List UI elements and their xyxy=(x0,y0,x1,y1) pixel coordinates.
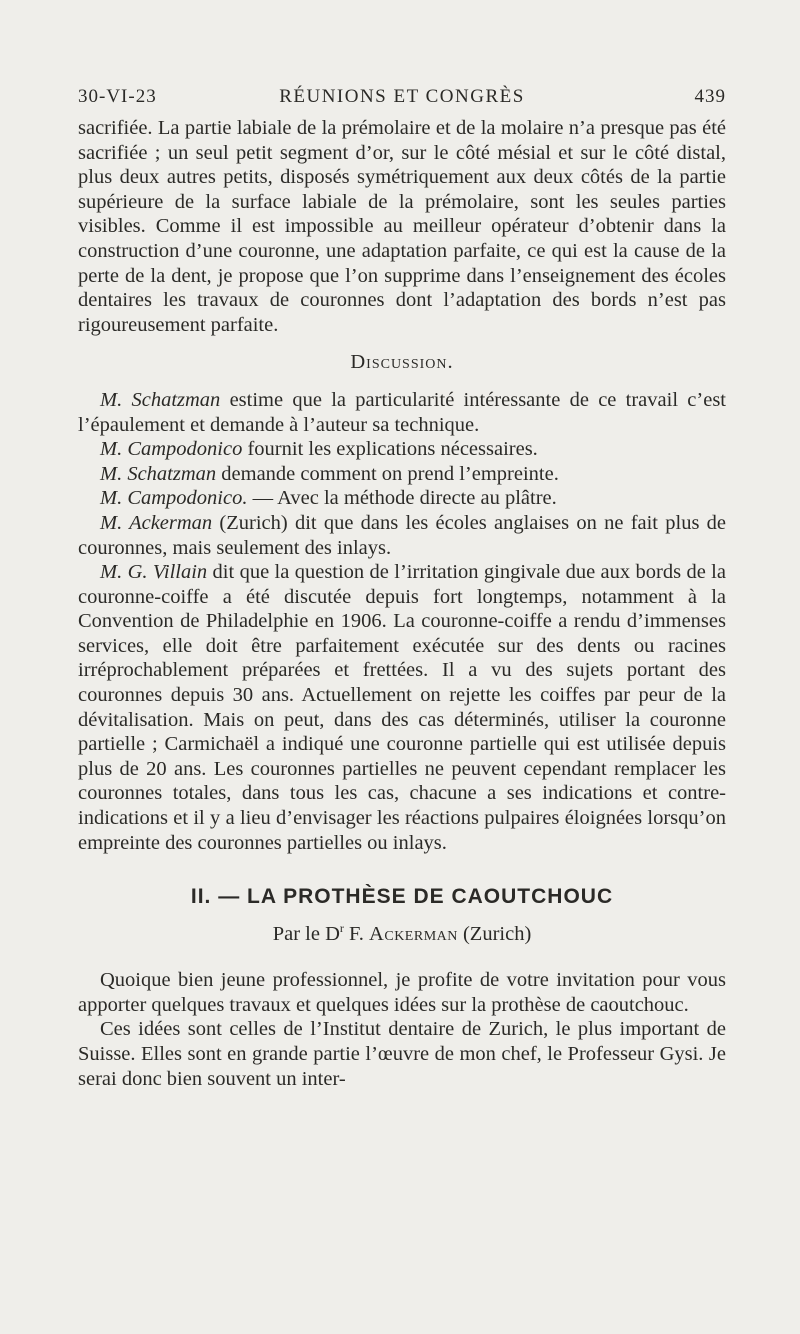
speaker-remark: — Avec la méthode directe au plâtre. xyxy=(247,487,557,510)
discussion-heading: Discussion. xyxy=(350,351,454,374)
speaker-name: M. Campodonico xyxy=(100,438,243,461)
speaker-remark: demande comment on prend l’empreinte. xyxy=(216,462,559,485)
discussion-entry xyxy=(78,511,726,560)
speaker-remark: estime que la particularité intéressante de ce travail c’est l’épaulement et demande à l’auteur sa technique. xyxy=(78,388,726,436)
page-body xyxy=(78,116,726,1091)
speaker-remark: dit que la question de l’irritation gingivale due aux bords de la couronne-coiffe a été discutée depuis fort longtemps, notamment à la Convention de Philadelphie en 1906. La couronne-coiffe a rendu d’immenses services, elle doit être parfaitement exécutée sur des dents ou racines irréprochablement préparées et frettées. Il a vu des sujets portant des couronnes depuis 30 ans. Actuellement on rejette les coiffes par peur de la dévitalisation. Mais on peut, dans des cas déterminés, utiliser la couronne partielle ; Carmichaël a indiqué une couronne partielle qui est utilisée depuis plus de 20 ans. Les couronnes partielles ne peuvent cependant remplacer les couronnes totales, dans tous les cas, chacune a ses indications et contre-indications et il y a lieu d’envisager les réactions pulpaires éloignées lorsqu’on empreinte des couronnes partielles ou inlays. xyxy=(78,561,726,854)
discussion-entry xyxy=(78,437,726,462)
discussion-entry xyxy=(78,462,726,487)
speaker-name: M. Schatzman xyxy=(100,388,221,411)
discussion-entry xyxy=(78,388,726,437)
speaker-remark: fournit les explications nécessaires. xyxy=(242,438,538,461)
header-title: RÉUNIONS ET CONGRÈS xyxy=(279,86,525,107)
section-byline xyxy=(78,916,726,946)
page-number: 439 xyxy=(694,86,726,107)
body-paragraph: Quoique bien jeune professionnel, je profite de votre invitation pour vous apporter quelques travaux et quelques idées sur la prothèse de caoutchouc. xyxy=(78,969,726,1016)
body-paragraph: Ces idées sont celles de l’Institut dentaire de Zurich, le plus important de Suisse. Elles sont en grande partie l’œuvre de mon chef, le Professeur Gysi. Je serai donc bien souvent un inter- xyxy=(78,1018,726,1090)
discussion-entry xyxy=(78,560,726,855)
speaker-name: M. Campodonico. xyxy=(100,487,248,510)
speaker-name: M. Ackerman xyxy=(100,511,213,534)
author-name: Ackerman xyxy=(369,922,458,945)
intro-paragraph: sacrifiée. La partie labiale de la prémolaire et de la molaire n’a presque pas été sacrifiée ; un seul petit segment d’or, sur le côté mésial et sur le côté distal, plus deux autres petits, disposés symétriquement aux deux côtés de la partie supérieure de la surface labiale de la prémolaire, sont les seules parties visibles. Comme il est impossible au meilleur opérateur d’obtenir dans la construction d’une couronne, une adaptation parfaite, ce qui est la cause de la perte de la dent, je propose que l’on supprime dans l’enseignement des écoles dentaires les travaux de couronnes dont l’adaptation des bords n’est pas rigoureusement parfaite. xyxy=(78,117,726,336)
speaker-remark: (Zurich) dit que dans les écoles anglaises on ne fait plus de couronnes, mais seulement des inlays. xyxy=(78,511,727,559)
byline-initial: F. xyxy=(343,922,370,945)
byline-suffix: (Zurich) xyxy=(457,922,532,945)
header-date: 30-VI-23 xyxy=(78,86,157,107)
byline-superscript: r xyxy=(339,920,344,935)
running-head xyxy=(78,86,726,116)
discussion-entry xyxy=(78,486,726,511)
speaker-name: M. G. Villain xyxy=(100,561,208,584)
speaker-name: M. Schatzman xyxy=(100,462,217,485)
section-title: II. — LA PROTHÈSE DE CAOUTCHOUC xyxy=(190,885,614,909)
byline-prefix: Par le D xyxy=(272,922,340,945)
